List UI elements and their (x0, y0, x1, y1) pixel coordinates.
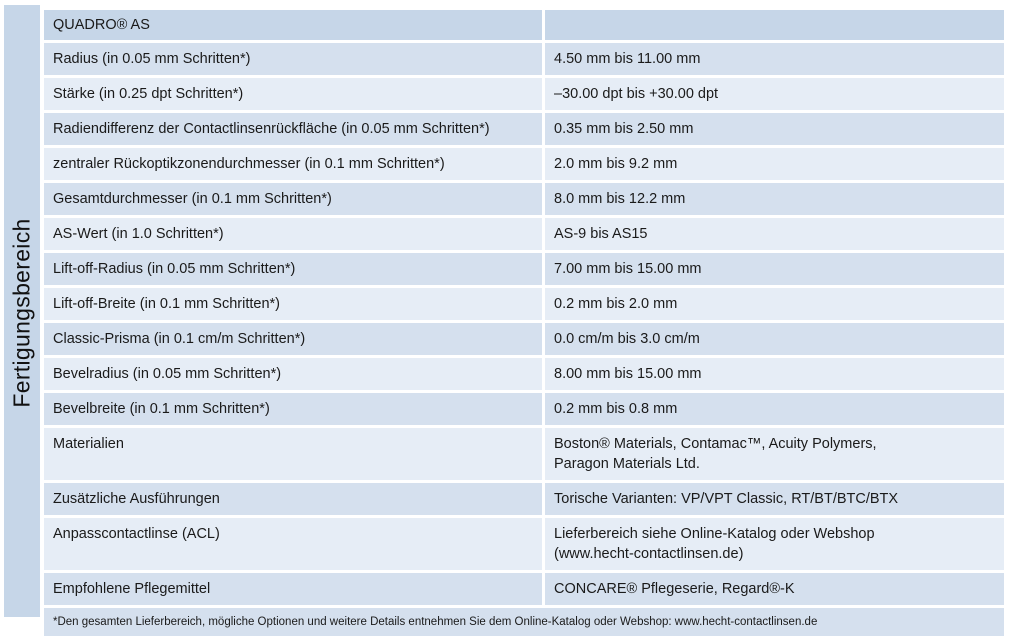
table-row (44, 78, 1004, 110)
value-line: Torische Varianten: VP/VPT Classic, RT/BT/BTC/BTX (554, 491, 899, 507)
value-line: 0.2 mm bis 0.8 mm (554, 401, 678, 417)
table-row (44, 113, 1004, 145)
value-line: (www.hecht-contactlinsen.de) (554, 546, 744, 562)
table-header-row (44, 10, 1004, 40)
value-cell (545, 573, 1004, 605)
parameter-cell: Lift-off-Breite (in 0.1 mm Schritten*) (44, 288, 545, 320)
value-line: 0.0 cm/m bis 3.0 cm/m (554, 331, 700, 347)
parameter-cell: Classic-Prisma (in 0.1 cm/m Schritten*) (44, 323, 545, 355)
table-row (44, 358, 1004, 390)
value-line: CONCARE® Pflegeserie, Regard®-K (554, 581, 795, 597)
parameter-cell: Empfohlene Pflegemittel (44, 573, 545, 605)
table-row (44, 43, 1004, 75)
value-line: –30.00 dpt bis +30.00 dpt (554, 86, 719, 102)
table-row (44, 183, 1004, 215)
value-line: Paragon Materials Ltd. (554, 456, 700, 472)
value-cell (545, 78, 1004, 110)
value-cell (545, 253, 1004, 285)
value-line: 8.0 mm bis 12.2 mm (554, 191, 686, 207)
parameter-cell: zentraler Rückoptikzonendurchmesser (in 0.1 mm Schritten*) (44, 148, 545, 180)
value-line: 0.35 mm bis 2.50 mm (554, 121, 694, 137)
header-value (545, 10, 1004, 40)
value-line: 0.2 mm bis 2.0 mm (554, 296, 678, 312)
value-line: 2.0 mm bis 9.2 mm (554, 156, 678, 172)
spec-table-wrapper (44, 7, 1004, 639)
value-line: 4.50 mm bis 11.00 mm (554, 51, 701, 67)
table-row (44, 428, 1004, 480)
parameter-cell: Zusätzliche Ausführungen (44, 483, 545, 515)
value-cell (545, 428, 1004, 480)
value-cell (545, 518, 1004, 570)
table-row (44, 288, 1004, 320)
parameter-cell: AS-Wert (in 1.0 Schritten*) (44, 218, 545, 250)
value-cell (545, 218, 1004, 250)
table-row (44, 573, 1004, 605)
value-cell (545, 483, 1004, 515)
side-label: Fertigungsbereich (8, 218, 35, 408)
value-cell (545, 358, 1004, 390)
parameter-cell: Lift-off-Radius (in 0.05 mm Schritten*) (44, 253, 545, 285)
footnote-row (44, 608, 1004, 636)
table-row (44, 323, 1004, 355)
footnote: *Den gesamten Lieferbereich, mögliche Optionen und weitere Details entnehmen Sie dem Online-Katalog oder Webshop: www.hecht-contactlinsen.de (44, 608, 1004, 636)
table-row (44, 253, 1004, 285)
parameter-cell: Radiendifferenz der Contactlinsenrückfläche (in 0.05 mm Schritten*) (44, 113, 545, 145)
value-line: AS-9 bis AS15 (554, 226, 648, 242)
value-line: Boston® Materials, Contamac™, Acuity Polymers, (554, 436, 877, 452)
header-product: QUADRO® AS (44, 10, 545, 40)
parameter-cell: Bevelradius (in 0.05 mm Schritten*) (44, 358, 545, 390)
value-cell (545, 288, 1004, 320)
value-cell (545, 393, 1004, 425)
table-row (44, 483, 1004, 515)
spec-table (44, 7, 1004, 639)
value-line: Lieferbereich siehe Online-Katalog oder Webshop (554, 526, 875, 542)
parameter-cell: Stärke (in 0.25 dpt Schritten*) (44, 78, 545, 110)
parameter-cell: Radius (in 0.05 mm Schritten*) (44, 43, 545, 75)
value-cell (545, 43, 1004, 75)
table-row (44, 393, 1004, 425)
value-cell (545, 323, 1004, 355)
value-cell (545, 183, 1004, 215)
value-line: 7.00 mm bis 15.00 mm (554, 261, 702, 277)
table-row (44, 518, 1004, 570)
parameter-cell: Anpasscontactlinse (ACL) (44, 518, 545, 570)
value-cell (545, 113, 1004, 145)
parameter-cell: Materialien (44, 428, 545, 480)
table-row (44, 148, 1004, 180)
table-row (44, 218, 1004, 250)
value-cell (545, 148, 1004, 180)
value-line: 8.00 mm bis 15.00 mm (554, 366, 702, 382)
parameter-cell: Bevelbreite (in 0.1 mm Schritten*) (44, 393, 545, 425)
parameter-cell: Gesamtdurchmesser (in 0.1 mm Schritten*) (44, 183, 545, 215)
